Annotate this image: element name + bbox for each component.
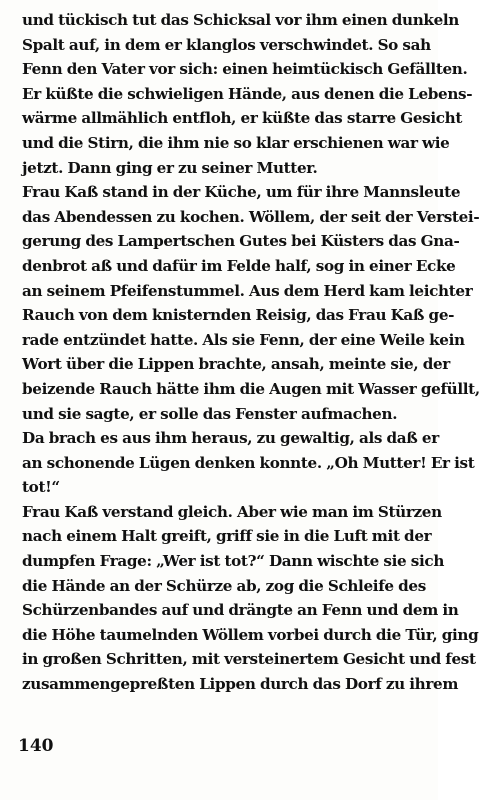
text-line: nach einem Halt greift, griff sie in die Luft mit der: [22, 527, 432, 546]
text-line: Wort über die Lippen brachte, ansah, meinte sie, der: [22, 355, 450, 374]
text-line: Frau Kaß verstand gleich. Aber wie man im Stürzen: [22, 502, 442, 521]
text-line: die Höhe taumelnden Wöllem vorbei durch die Tür, ging: [22, 625, 479, 644]
text-line: Er küßte die schwieligen Hände, aus denen die Lebens-: [22, 84, 473, 103]
text-line: und tückisch tut das Schicksal vor ihm einen dunkeln: [22, 11, 459, 29]
text-line: an schonende Lügen denken konnte. „Oh Mutter! Er ist: [22, 453, 475, 472]
text-line: zusammengepreßten Lippen durch das Dorf zu ihrem: [22, 675, 459, 694]
text-line: jetzt. Dann ging er zu seiner Mutter.: [22, 158, 318, 177]
text-line: tot!“: [22, 478, 60, 497]
text-line: beizende Rauch hätte ihm die Augen mit Wasser gefüllt,: [22, 379, 480, 398]
text-line: Rauch von dem knisternden Reisig, das Frau Kaß ge-: [22, 306, 455, 325]
text-line: wärme allmählich entfloh, er küßte das starre Gesicht: [22, 109, 463, 128]
text-line: und die Stirn, die ihm nie so klar erschienen war wie: [22, 133, 450, 152]
text-line: Schürzenbandes auf und drängte an Fenn und dem in: [22, 601, 459, 620]
text-line: die Hände an der Schürze ab, zog die Schleife des: [22, 576, 426, 595]
text-line: Fenn den Vater vor sich: einen heimtückisch Gefällten.: [22, 60, 468, 79]
text-line: an seinem Pfeifenstummel. Aus dem Herd kam leichter: [22, 281, 473, 300]
text-line: Da brach es aus ihm heraus, zu gewaltig, als daß er: [22, 429, 439, 448]
text-line: das Abendessen zu kochen. Wöllem, der seit der Verstei-: [22, 207, 480, 226]
text-line: rade entzündet hatte. Als sie Fenn, der eine Weile kein: [22, 330, 465, 349]
text-line: in großen Schritten, mit versteinertem Gesicht und fest: [22, 650, 476, 669]
text-line: Spalt auf, in dem er klanglos verschwindet. So sah: [22, 35, 431, 54]
body-text: [22, 8, 480, 697]
page-number: 140: [18, 736, 54, 756]
text-line: Frau Kaß stand in der Küche, um für ihre Mannsleute: [22, 183, 461, 202]
text-line: denbrot aß und dafür im Felde half, sog in einer Ecke: [22, 256, 456, 275]
text-line: und sie sagte, er solle das Fenster aufmachen.: [22, 404, 398, 423]
text-line: dumpfen Frage: „Wer ist tot?“ Dann wischte sie sich: [22, 552, 445, 571]
text-line: gerung des Lampertschen Gutes bei Küsters das Gna-: [22, 232, 460, 251]
